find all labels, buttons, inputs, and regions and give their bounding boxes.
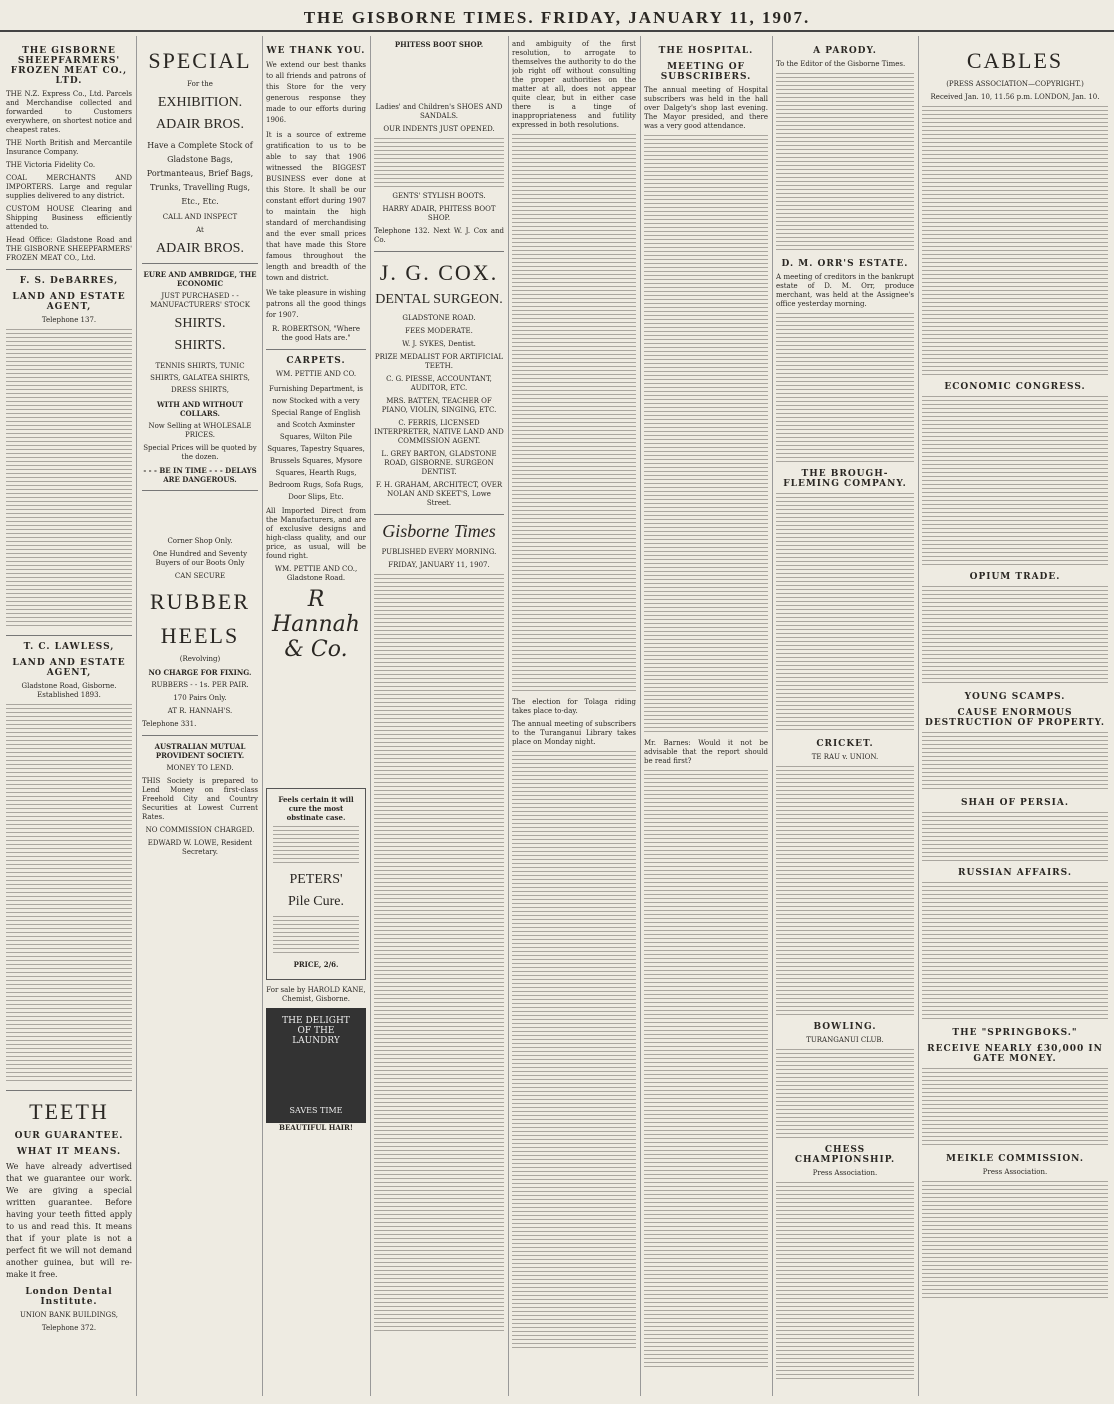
column-rule [136,36,137,1396]
ad-text: C. G. PIESSE, ACCOUNTANT, AUDITOR, ETC. [386,375,492,392]
ad-text: CUSTOM HOUSE Clearing and Shipping Business efficiently attended to. [6,205,132,231]
ad-text: Telephone 137. [41,316,97,324]
article-text-block [922,732,1108,792]
ad-text: One Hundred and Seventy Buyers of our Boots Only [152,550,248,567]
ad-text: - - - BE IN TIME - - - DELAYS ARE DANGEROUS. [143,466,257,484]
article-text-block [776,313,914,463]
ad-body-text [273,826,359,866]
article-text: The annual meeting of subscribers to the Turanganui Library takes place on Monday night. [512,720,636,746]
article-heading: CRICKET. [816,739,874,749]
column-rule [918,36,919,1396]
ad-text: C. FERRIS, LICENSED INTERPRETER, NATIVE LAND AND COMMISSION AGENT. [374,419,504,445]
article-text-block [776,493,914,733]
column-4 [374,40,504,1395]
ad-text: R. ROBERTSON, "Where the good Hats are." [271,325,361,342]
ad-text: NO COMMISSION CHARGED. [145,826,255,834]
ad-text: It is a source of extreme gratification to us to be able to say that 1906 witnessed the BIGGEST BUSINESS ever done at this Store. It shall be our constant effort during 1907 to maintain the high standard of merchandising and the ever small prices that have made this Store famous throughout the length and breadth of the town and district. [266,131,366,282]
article-text: and ambiguity of the first resolution, to arrogate to themselves the authority to do the job right off without consulting the proper authorities on the matter at all, does not appear quite clear, but in either case there is a tinge of inappropriateness and futility expressed in both resolutions. [512,40,636,129]
ad-title: DENTAL SURGEON. [375,292,503,307]
ad-text: THE North British and Mercantile Insurance Company. [6,139,132,156]
article-heading: BOWLING. [813,1022,877,1032]
ad-text: PRIZE MEDALIST FOR ARTIFICIAL TEETH. [374,353,504,370]
ad-text: WM. PETTIE AND CO., Gladstone Road. [274,565,358,582]
article-text: The election for Tolaga riding takes place to-day. [512,698,636,715]
ad-text: F. H. GRAHAM, ARCHITECT, OVER NOLAN AND SKEET'S, Lowe Street. [375,481,503,507]
ad-text: NO CHARGE FOR FIXING. [148,668,252,677]
ad-text: Have a Complete Stock of Gladstone Bags, Portmanteaus, Brief Bags, Trunks, Travelling Rugs, Etc., Etc. [146,141,254,206]
column-rule [640,36,641,1396]
spacer [266,662,366,782]
column-rule [508,36,509,1396]
column-5 [512,40,636,1395]
ad-text: Telephone 132. Next W. J. Cox and Co. [374,227,504,244]
article-text-block [512,134,636,694]
article-heading: THE BROUGH-FLEMING COMPANY. [783,469,907,489]
ad-text: OUR INDENTS JUST OPENED. [383,125,495,133]
ad-title: RUBBER [149,589,251,614]
ad-title: Pile Cure. [288,894,344,909]
spacer [374,53,504,103]
article-text-block [776,73,914,253]
ad-text: Now Selling at WHOLESALE PRICES. [148,422,252,439]
article-heading: THE HOSPITAL. [658,46,754,56]
ad-text: EDWARD W. LOWE, Resident Secretary. [147,839,253,856]
ad-text: (Revolving) [179,655,221,663]
ad-text: WITH AND WITHOUT COLLARS. [156,400,244,418]
cables-heading: CABLES [966,48,1064,73]
ad-text: CALL AND INSPECT [162,213,238,221]
article-heading: CHESS CHAMPIONSHIP. [794,1145,896,1165]
ad-text: EURE AND AMBRIDGE, THE ECONOMIC [143,270,257,288]
ad-title: EXHIBITION. [157,95,243,110]
listing-text-block [6,329,132,629]
divider [6,1090,132,1091]
ad-text: COAL MERCHANTS AND IMPORTERS. Large and regular supplies delivered to any district. [6,174,132,200]
ad-text: At [196,226,204,234]
article-text: Press Association. [982,1168,1048,1176]
ad-text: Head Office: Gladstone Road and THE GISBORNE SHEEPFARMERS' FROZEN MEAT CO., Ltd. [6,236,132,262]
article-text-block [922,1068,1108,1148]
ad-text: L. GREY BARTON, GLADSTONE ROAD, GISBORNE. SURGEON DENTIST. [381,450,497,476]
article-text-block [922,396,1108,566]
ad-text: GLADSTONE ROAD. [402,314,476,322]
ad-text: We have already advertised that we guarantee our work. We are giving a special written guarantee. Before having your teeth fitted apply to us and read this. It means that if your plate is not a perfect fit we will not demand another guinea, but will re-make it free. [6,1162,132,1279]
ad-text: Furnishing Department, is now Stocked with a very Special Range of English and Scotch Axminster Squares, Wilton Pile Squares, Tapestry Squares, Brussels Squares, Mysore Squares, Hearth Rugs, Bedroom Rugs, Sofa Rugs, Door Slips, Etc. [267,385,365,501]
article-heading: YOUNG SCAMPS. [964,692,1066,702]
divider [374,251,504,252]
article-heading: A PARODY. [813,46,877,56]
ad-text: WM. PETTIE AND CO. [275,370,357,378]
ad-title: SPECIAL [148,48,252,73]
ad-text: Corner Shop Only. [167,537,233,545]
article-text: TE RAU v. UNION. [811,753,879,761]
article-heading: MEETING OF SUBSCRIBERS. [660,62,752,82]
ad-text: PRICE, 2/6. [293,960,339,969]
ad-text: Feels certain it will cure the most obstinate case. [278,795,354,822]
column-7 [776,40,914,1395]
article-text-block [644,770,768,1370]
dateline: FRIDAY, JANUARY 11, 1907. [388,561,490,569]
divider [6,269,132,270]
ad-text: Telephone 331. [142,720,197,728]
ad-title: SHIRTS. [174,338,226,353]
article-text-block [776,766,914,1016]
ad-text: THE Victoria Fidelity Co. [6,161,96,169]
ad-text: TENNIS SHIRTS, TUNIC SHIRTS, GALATEA SHIRTS, DRESS SHIRTS, [150,362,250,394]
ad-text: FEES MODERATE. [405,327,473,335]
article-text: A meeting of creditors in the bankrupt estate of D. M. Orr, produce merchant, was held at the Assignee's office yesterday morning. [776,273,914,308]
ad-title: HEELS [160,623,240,648]
ad-text: For sale by HAROLD KANE, Chemist, Gisborne. [266,986,366,1003]
article-heading: CAUSE ENORMOUS DESTRUCTION OF PROPERTY. [925,708,1105,728]
article-heading: SHAH OF PERSIA. [961,798,1069,808]
article-text-block [776,1049,914,1139]
divider [142,735,258,736]
ad-text: AUSTRALIAN MUTUAL PROVIDENT SOCIETY. [154,742,246,760]
ad-text: THE DELIGHT OF THE LAUNDRY [282,1016,350,1046]
ad-text: RUBBERS - - 1s. PER PAIR. [151,681,249,689]
ad-text: AT R. HANNAH'S. [167,707,233,715]
article-text: Mr. Barnes: Would it not be advisable that the report should be read first? [644,739,768,765]
ad-text: JUST PURCHASED - - MANUFACTURERS' STOCK [150,292,250,309]
ad-heading: OUR GUARANTEE. [14,1131,124,1141]
ad-text: Gladstone Road, Gisborne. Established 1893. [21,682,117,699]
article-heading: MEIKLE COMMISSION. [946,1154,1084,1164]
ad-text: We extend our best thanks to all friends and patrons of this Store for the very generous response they made to our efforts during 1906. [266,61,366,124]
ad-heading: THE GISBORNE SHEEPFARMERS' FROZEN MEAT CO., LTD. [10,46,128,86]
divider [266,349,366,350]
article-text-block [512,751,636,1351]
article-text-block [922,586,1108,686]
article-heading: OPIUM TRADE. [969,572,1061,582]
ad-body-text [273,916,359,956]
ad-title: ADAIR BROS. [156,117,244,132]
column-6 [644,40,768,1395]
article-text: Received Jan. 10, 11.56 p.m. LONDON, Jan. 10. [930,93,1100,101]
ad-heading: WE THANK YOU. [266,46,366,56]
ad-body-text [374,138,504,188]
divider [6,635,132,636]
article-text-block [922,1181,1108,1301]
ad-title: J. G. COX. [379,260,499,285]
column-rule [772,36,773,1396]
article-text-block [922,106,1108,376]
article-text-block [922,882,1108,1022]
ad-text: We take pleasure in wishing patrons all the good things for 1907. [266,289,366,319]
ad-title: PETERS' [289,872,343,887]
column-3 [266,40,366,1395]
ad-heading: London Dental Institute. [25,1287,113,1307]
masthead [0,0,1114,32]
spacer [274,1046,358,1106]
article-heading: RECEIVE NEARLY £30,000 IN GATE MONEY. [927,1044,1103,1064]
column-rule [370,36,371,1396]
ad-text: All Imported Direct from the Manufacturers, and are of exclusive designs and high-class quality, and our price, as usual, will be found right. [266,507,366,560]
article-heading: ECONOMIC CONGRESS. [944,382,1086,392]
article-heading: D. M. ORR'S ESTATE. [781,259,909,269]
ad-text: MONEY TO LEND. [166,764,234,772]
ad-text: SAVES TIME [289,1106,343,1115]
article-text: Press Association. [812,1169,878,1177]
spacer [142,497,258,537]
article-text: TURANGANUI CLUB. [806,1036,884,1044]
ad-text: 170 Pairs Only. [173,694,227,702]
article-text: The annual meeting of Hospital subscribers was held in the hall over Dalgety's shop last evening. The Mayor presided, and there was a very good attendance. [644,86,768,130]
article-text: To the Editor of the Gisborne Times. [776,60,906,68]
peters-ad [266,788,366,980]
article-text: (PRESS ASSOCIATION—COPYRIGHT.) [946,80,1084,88]
ad-text: CAN SECURE [174,572,226,580]
hannah-logo: R Hannah & Co. [272,587,360,662]
ad-heading: CARPETS. [286,356,346,366]
ad-heading: WHAT IT MEANS. [16,1147,122,1157]
ad-text: Ladies' and Children's SHOES AND SANDALS. [375,103,503,120]
ad-text: GENTS' STYLISH BOOTS. [392,192,486,200]
article-text-block [644,135,768,735]
column-1 [6,40,132,1395]
ad-heading: LAND AND ESTATE AGENT, [12,292,126,312]
article-heading: RUSSIAN AFFAIRS. [958,868,1072,878]
column-rule [262,36,263,1396]
newspaper-nameplate: Gisborne Times [382,521,496,541]
masthead-title: THE GISBORNE TIMES. FRIDAY, JANUARY 11, 1907. [303,8,811,27]
divider [142,490,258,491]
ad-title: ADAIR BROS. [156,241,244,256]
ad-text: PHITESS BOOT SHOP. [394,40,484,49]
ad-text: MRS. BATTEN, TEACHER OF PIANO, VIOLIN, SINGING, ETC. [381,397,497,414]
article-text-block [922,812,1108,862]
ad-heading: LAND AND ESTATE AGENT, [12,658,126,678]
delight-ad [266,1008,366,1123]
ad-text: BEAUTIFUL HAIR! [279,1123,353,1132]
ad-heading: F. S. DeBARRES, [19,276,119,286]
ad-text: Telephone 372. [41,1324,97,1332]
ad-text: Special Prices will be quoted by the dozen. [143,444,257,461]
ad-text: HARRY ADAIR, PHITESS BOOT SHOP. [382,205,496,222]
divider [374,514,504,515]
ad-text: THIS Society is prepared to Lend Money on first-class Freehold City and Country Securities at Lowest Current Rates. [142,777,258,821]
column-8 [922,40,1108,1395]
teeth-heading: TEETH [29,1099,109,1124]
divider [142,263,258,264]
ad-text: For the [187,80,213,88]
column-2 [142,40,258,1395]
editorial-text [374,574,504,1334]
listing-text-block [6,704,132,1084]
article-heading: THE "SPRINGBOKS." [952,1028,1078,1038]
ad-text: W. J. SYKES, Dentist. [402,340,476,348]
ad-text: UNION BANK BUILDINGS, [20,1311,118,1319]
ad-heading: T. C. LAWLESS, [23,642,115,652]
ad-title: SHIRTS. [174,316,226,331]
ad-text: PUBLISHED EVERY MORNING. [381,548,497,556]
ad-text: THE N.Z. Express Co., Ltd. Parcels and Merchandise collected and forwarded to Customers everywhere, on shortest notice and cheapest rates. [6,90,132,134]
article-text-block [776,1182,914,1382]
